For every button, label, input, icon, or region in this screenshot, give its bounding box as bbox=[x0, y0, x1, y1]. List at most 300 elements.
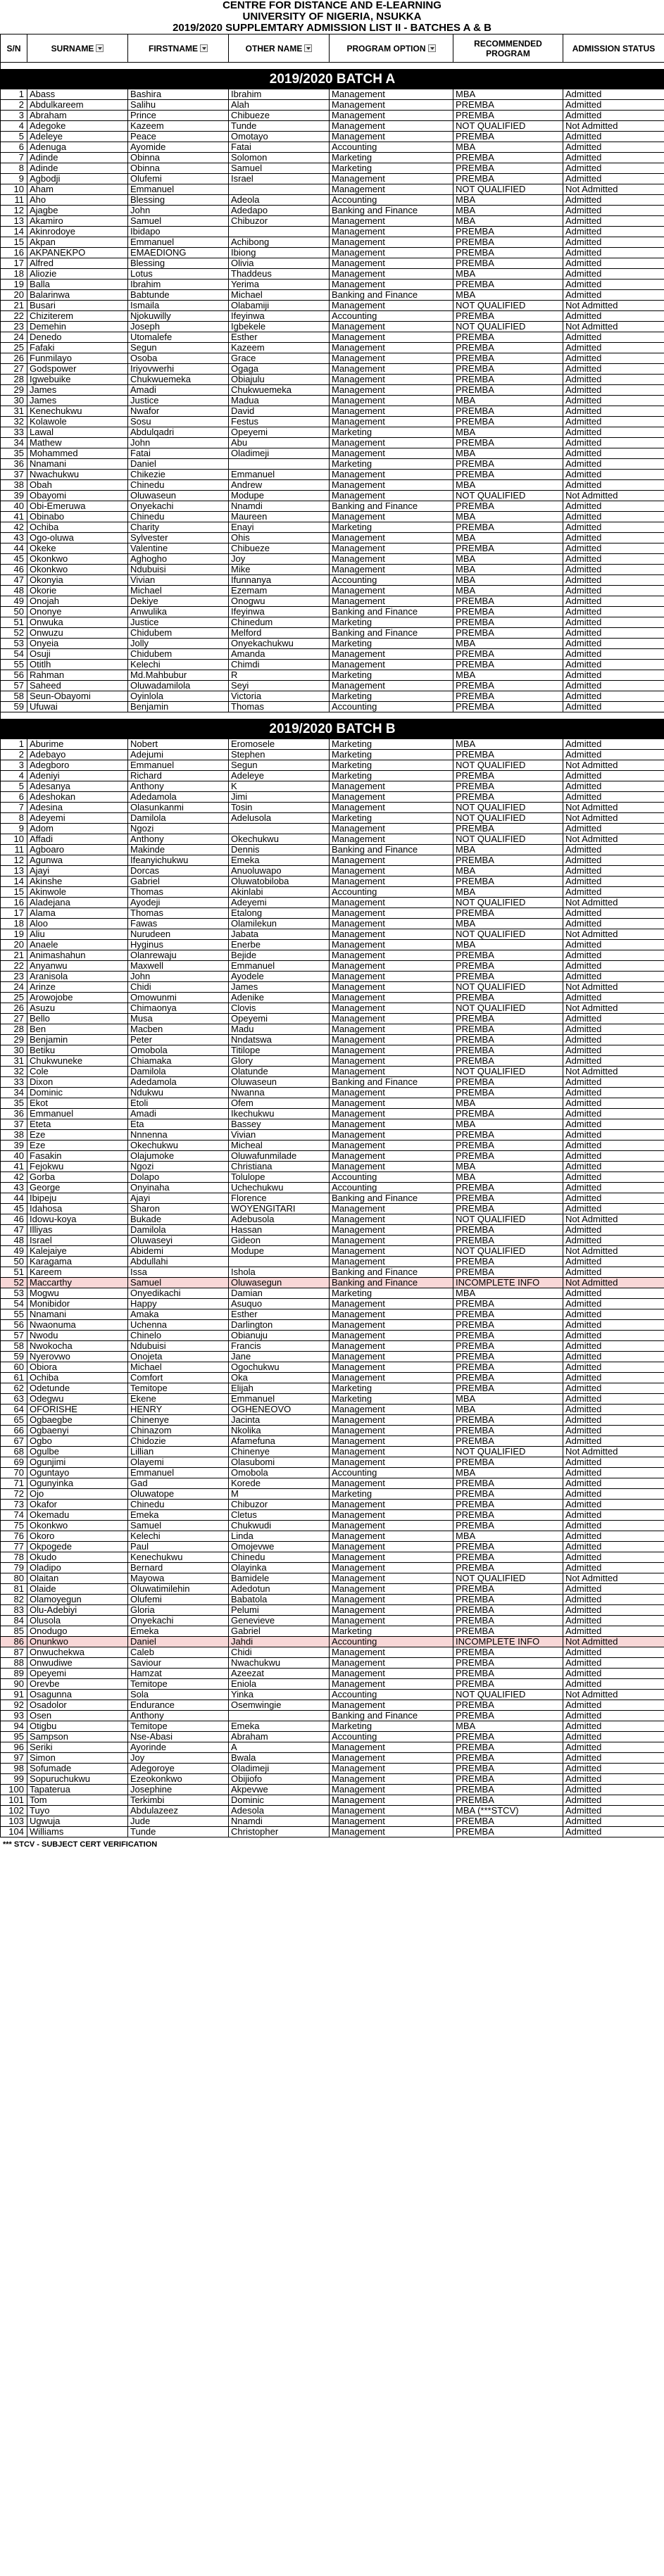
cell-sn: 33 bbox=[1, 427, 27, 438]
cell-admission-status: Admitted bbox=[563, 1510, 664, 1521]
cell-recommended-program: PREMBA bbox=[453, 1320, 563, 1331]
cell-surname: Abdulkareem bbox=[27, 100, 128, 111]
cell-program-option: Banking and Finance bbox=[330, 206, 453, 216]
cell-recommended-program: PREMBA bbox=[453, 343, 563, 353]
cell-sn: 2 bbox=[1, 100, 27, 111]
cell-sn: 37 bbox=[1, 1119, 27, 1130]
cell-firstname: Njokuwilly bbox=[128, 311, 229, 322]
cell-sn: 36 bbox=[1, 1109, 27, 1119]
cell-admission-status: Admitted bbox=[563, 1373, 664, 1383]
cell-othername: Elijah bbox=[229, 1383, 330, 1394]
cell-firstname: Paul bbox=[128, 1542, 229, 1552]
table-row bbox=[1, 750, 664, 760]
cell-admission-status: Admitted bbox=[563, 1331, 664, 1341]
cell-sn: 40 bbox=[1, 501, 27, 512]
cell-surname: Adinde bbox=[27, 153, 128, 163]
cell-recommended-program: NOT QUALIFIED bbox=[453, 813, 563, 824]
cell-admission-status: Admitted bbox=[563, 908, 664, 919]
cell-surname: Onodugo bbox=[27, 1626, 128, 1637]
cell-admission-status: Admitted bbox=[563, 575, 664, 586]
table-row bbox=[1, 1806, 664, 1816]
cell-sn: 53 bbox=[1, 639, 27, 649]
cell-program-option: Banking and Finance bbox=[330, 845, 453, 855]
cell-program-option: Marketing bbox=[330, 1721, 453, 1732]
cell-othername: Cletus bbox=[229, 1510, 330, 1521]
table-row bbox=[1, 353, 664, 364]
cell-admission-status: Not Admitted bbox=[563, 121, 664, 132]
cell-sn: 95 bbox=[1, 1732, 27, 1742]
cell-sn: 51 bbox=[1, 1267, 27, 1278]
cell-surname: Animashahun bbox=[27, 950, 128, 961]
cell-othername: Damian bbox=[229, 1288, 330, 1299]
cell-surname: Arinze bbox=[27, 982, 128, 993]
cell-admission-status: Admitted bbox=[563, 237, 664, 248]
cell-firstname: Blessing bbox=[128, 258, 229, 269]
cell-admission-status: Admitted bbox=[563, 1383, 664, 1394]
cell-recommended-program: PREMBA bbox=[453, 1415, 563, 1426]
table-row bbox=[1, 100, 664, 111]
cell-program-option: Banking and Finance bbox=[330, 290, 453, 301]
cell-othername: Genevieve bbox=[229, 1616, 330, 1626]
cell-sn: 5 bbox=[1, 781, 27, 792]
cell-surname: Kenechukwu bbox=[27, 406, 128, 417]
cell-othername: Emmanuel bbox=[229, 470, 330, 480]
cell-surname: Ugwuja bbox=[27, 1816, 128, 1827]
table-row bbox=[1, 617, 664, 628]
table-row bbox=[1, 660, 664, 670]
table-row bbox=[1, 491, 664, 501]
cell-program-option: Management bbox=[330, 89, 453, 100]
cell-surname: Ogbaenyi bbox=[27, 1426, 128, 1436]
cell-program-option: Banking and Finance bbox=[330, 607, 453, 617]
cell-othername: WOYENGITARI bbox=[229, 1204, 330, 1214]
cell-recommended-program: PREMBA bbox=[453, 1014, 563, 1024]
cell-admission-status: Admitted bbox=[563, 919, 664, 929]
cell-sn: 29 bbox=[1, 385, 27, 396]
table-row bbox=[1, 1785, 664, 1795]
table-row bbox=[1, 227, 664, 237]
cell-admission-status: Admitted bbox=[563, 353, 664, 364]
cell-program-option: Management bbox=[330, 1816, 453, 1827]
cell-sn: 67 bbox=[1, 1436, 27, 1447]
cell-program-option: Management bbox=[330, 1331, 453, 1341]
table-row bbox=[1, 1331, 664, 1341]
cell-othername: Osemwingie bbox=[229, 1700, 330, 1711]
cell-othername: Babatola bbox=[229, 1595, 330, 1605]
cell-program-option: Management bbox=[330, 982, 453, 993]
cell-firstname: Jude bbox=[128, 1816, 229, 1827]
cell-sn: 21 bbox=[1, 301, 27, 311]
table-row bbox=[1, 1531, 664, 1542]
cell-sn: 25 bbox=[1, 343, 27, 353]
cell-surname: Godspower bbox=[27, 364, 128, 375]
cell-firstname: Etoli bbox=[128, 1098, 229, 1109]
cell-recommended-program: PREMBA bbox=[453, 1774, 563, 1785]
cell-othername: Ezemam bbox=[229, 586, 330, 596]
cell-recommended-program: MBA bbox=[453, 565, 563, 575]
cell-sn: 18 bbox=[1, 269, 27, 279]
cell-othername: Korede bbox=[229, 1478, 330, 1489]
cell-firstname: Adegoroye bbox=[128, 1764, 229, 1774]
cell-surname: Osen bbox=[27, 1711, 128, 1721]
table-row bbox=[1, 1246, 664, 1257]
cell-recommended-program: PREMBA bbox=[453, 1711, 563, 1721]
cell-surname: Oladipo bbox=[27, 1563, 128, 1573]
filter-dropdown-icon[interactable] bbox=[200, 44, 208, 52]
cell-othername: Olivia bbox=[229, 258, 330, 269]
cell-sn: 12 bbox=[1, 855, 27, 866]
cell-surname: Simon bbox=[27, 1753, 128, 1764]
filter-dropdown-icon[interactable] bbox=[304, 44, 312, 52]
cell-admission-status: Admitted bbox=[563, 1753, 664, 1764]
cell-surname: Ufuwai bbox=[27, 702, 128, 712]
cell-firstname: Emmanuel bbox=[128, 760, 229, 771]
cell-recommended-program: PREMBA bbox=[453, 908, 563, 919]
cell-sn: 7 bbox=[1, 153, 27, 163]
cell-recommended-program: MBA bbox=[453, 575, 563, 586]
cell-admission-status: Admitted bbox=[563, 792, 664, 803]
cell-firstname: Chikezie bbox=[128, 470, 229, 480]
cell-program-option: Management bbox=[330, 993, 453, 1003]
cell-surname: Agunwa bbox=[27, 855, 128, 866]
table-row bbox=[1, 961, 664, 972]
cell-sn: 15 bbox=[1, 237, 27, 248]
cell-surname: Affadi bbox=[27, 834, 128, 845]
table-row bbox=[1, 1774, 664, 1785]
cell-sn: 23 bbox=[1, 972, 27, 982]
cell-surname: Mathew bbox=[27, 438, 128, 448]
cell-firstname: Musa bbox=[128, 1014, 229, 1024]
table-row bbox=[1, 1478, 664, 1489]
cell-surname: Ochiba bbox=[27, 522, 128, 533]
cell-program-option: Management bbox=[330, 1806, 453, 1816]
cell-firstname: Bashira bbox=[128, 89, 229, 100]
table-row bbox=[1, 322, 664, 332]
cell-recommended-program: PREMBA bbox=[453, 406, 563, 417]
cell-admission-status: Admitted bbox=[563, 586, 664, 596]
cell-program-option: Management bbox=[330, 866, 453, 877]
cell-firstname: Ibrahim bbox=[128, 279, 229, 290]
cell-firstname: Lillian bbox=[128, 1447, 229, 1457]
table-row bbox=[1, 258, 664, 269]
cell-surname: Obi-Emeruwa bbox=[27, 501, 128, 512]
cell-recommended-program: PREMBA bbox=[453, 1151, 563, 1162]
table-row bbox=[1, 533, 664, 544]
cell-surname: Aburime bbox=[27, 739, 128, 750]
cell-admission-status: Admitted bbox=[563, 1088, 664, 1098]
cell-recommended-program: PREMBA bbox=[453, 1563, 563, 1573]
cell-othername: Nwanna bbox=[229, 1088, 330, 1098]
cell-admission-status: Admitted bbox=[563, 617, 664, 628]
cell-surname: Onojah bbox=[27, 596, 128, 607]
cell-sn: 57 bbox=[1, 1331, 27, 1341]
cell-program-option: Management bbox=[330, 417, 453, 427]
cell-admission-status: Admitted bbox=[563, 1489, 664, 1500]
table-row bbox=[1, 1510, 664, 1521]
cell-firstname: Emmanuel bbox=[128, 1468, 229, 1478]
cell-othername: Olayinka bbox=[229, 1563, 330, 1573]
cell-sn: 84 bbox=[1, 1616, 27, 1626]
cell-sn: 16 bbox=[1, 248, 27, 258]
column-header-surname bbox=[27, 34, 128, 63]
cell-program-option: Management bbox=[330, 1299, 453, 1309]
table-row bbox=[1, 1236, 664, 1246]
cell-othername: Clovis bbox=[229, 1003, 330, 1014]
cell-program-option: Management bbox=[330, 132, 453, 142]
cell-sn: 83 bbox=[1, 1605, 27, 1616]
cell-othername: Enayi bbox=[229, 522, 330, 533]
filter-dropdown-icon[interactable] bbox=[96, 44, 104, 52]
cell-program-option: Management bbox=[330, 1478, 453, 1489]
table-row bbox=[1, 1278, 664, 1288]
cell-surname: Arowojobe bbox=[27, 993, 128, 1003]
cell-sn: 79 bbox=[1, 1563, 27, 1573]
cell-admission-status: Admitted bbox=[563, 866, 664, 877]
cell-othername: Achibong bbox=[229, 237, 330, 248]
cell-admission-status: Admitted bbox=[563, 1056, 664, 1067]
cell-othername: Uchechukwu bbox=[229, 1183, 330, 1193]
table-row bbox=[1, 1595, 664, 1605]
cell-othername: Andrew bbox=[229, 480, 330, 491]
cell-recommended-program: NOT QUALIFIED bbox=[453, 322, 563, 332]
cell-admission-status: Admitted bbox=[563, 1552, 664, 1563]
cell-othername: Emeka bbox=[229, 855, 330, 866]
table-row bbox=[1, 554, 664, 565]
cell-admission-status: Not Admitted bbox=[563, 1573, 664, 1584]
cell-surname: Olaide bbox=[27, 1584, 128, 1595]
cell-sn: 93 bbox=[1, 1711, 27, 1721]
table-row bbox=[1, 163, 664, 174]
table-row bbox=[1, 1257, 664, 1267]
cell-admission-status: Admitted bbox=[563, 1405, 664, 1415]
cell-othername: Fatai bbox=[229, 142, 330, 153]
cell-surname: Bello bbox=[27, 1014, 128, 1024]
cell-sn: 1 bbox=[1, 739, 27, 750]
table-row bbox=[1, 1098, 664, 1109]
cell-admission-status: Admitted bbox=[563, 438, 664, 448]
cell-surname: Okafor bbox=[27, 1500, 128, 1510]
cell-sn: 27 bbox=[1, 364, 27, 375]
cell-recommended-program: MBA bbox=[453, 206, 563, 216]
cell-admission-status: Not Admitted bbox=[563, 1214, 664, 1225]
cell-firstname: Omowunmi bbox=[128, 993, 229, 1003]
table-row bbox=[1, 993, 664, 1003]
cell-othername: Ayodele bbox=[229, 972, 330, 982]
cell-recommended-program: PREMBA bbox=[453, 660, 563, 670]
cell-surname: Okeke bbox=[27, 544, 128, 554]
cell-firstname: Md.Mahbubur bbox=[128, 670, 229, 681]
cell-recommended-program: PREMBA bbox=[453, 1341, 563, 1352]
table-row bbox=[1, 950, 664, 961]
cell-program-option: Management bbox=[330, 258, 453, 269]
cell-sn: 9 bbox=[1, 824, 27, 834]
cell-recommended-program: MBA bbox=[453, 866, 563, 877]
table-row bbox=[1, 1405, 664, 1415]
cell-surname: Adenuga bbox=[27, 142, 128, 153]
cell-admission-status: Admitted bbox=[563, 174, 664, 184]
cell-firstname: Onyekachi bbox=[128, 501, 229, 512]
cell-recommended-program: PREMBA bbox=[453, 1236, 563, 1246]
cell-othername: Oladimeji bbox=[229, 448, 330, 459]
cell-program-option: Management bbox=[330, 1753, 453, 1764]
cell-firstname: Amadi bbox=[128, 385, 229, 396]
cell-sn: 80 bbox=[1, 1573, 27, 1584]
cell-othername: Azeezat bbox=[229, 1669, 330, 1679]
cell-surname: Ogunjimi bbox=[27, 1457, 128, 1468]
cell-program-option: Management bbox=[330, 1109, 453, 1119]
cell-surname: Tapaterua bbox=[27, 1785, 128, 1795]
spacer-row bbox=[1, 63, 664, 70]
cell-sn: 48 bbox=[1, 1236, 27, 1246]
cell-recommended-program: NOT QUALIFIED bbox=[453, 491, 563, 501]
cell-surname: Alfred bbox=[27, 258, 128, 269]
cell-recommended-program: PREMBA bbox=[453, 1764, 563, 1774]
cell-firstname: Olayemi bbox=[128, 1457, 229, 1468]
cell-sn: 17 bbox=[1, 908, 27, 919]
cell-othername: Melford bbox=[229, 628, 330, 639]
table-row bbox=[1, 1573, 664, 1584]
cell-program-option: Management bbox=[330, 803, 453, 813]
cell-sn: 45 bbox=[1, 1204, 27, 1214]
cell-firstname: Abidemi bbox=[128, 1246, 229, 1257]
cell-admission-status: Admitted bbox=[563, 258, 664, 269]
cell-program-option: Management bbox=[330, 596, 453, 607]
university-title: UNIVERSITY OF NIGERIA, NSUKKA bbox=[242, 11, 422, 23]
cell-firstname: Ezeokonkwo bbox=[128, 1774, 229, 1785]
cell-admission-status: Admitted bbox=[563, 1626, 664, 1637]
cell-surname: Benjamin bbox=[27, 1035, 128, 1045]
cell-program-option: Management bbox=[330, 1362, 453, 1373]
cell-surname: Odegwu bbox=[27, 1394, 128, 1405]
cell-othername bbox=[229, 459, 330, 470]
cell-othername: Modupe bbox=[229, 1246, 330, 1257]
cell-firstname: Chidozie bbox=[128, 1436, 229, 1447]
cell-program-option: Marketing bbox=[330, 760, 453, 771]
table-row bbox=[1, 311, 664, 322]
cell-program-option: Management bbox=[330, 1098, 453, 1109]
cell-sn: 29 bbox=[1, 1035, 27, 1045]
cell-surname: Williams bbox=[27, 1827, 128, 1837]
cell-recommended-program: PREMBA bbox=[453, 332, 563, 343]
cell-recommended-program: MBA bbox=[453, 448, 563, 459]
cell-firstname: Samuel bbox=[128, 216, 229, 227]
table-row bbox=[1, 195, 664, 206]
cell-othername: Thomas bbox=[229, 702, 330, 712]
cell-admission-status: Not Admitted bbox=[563, 491, 664, 501]
cell-admission-status: Admitted bbox=[563, 1288, 664, 1299]
cell-recommended-program: PREMBA bbox=[453, 1552, 563, 1563]
cell-recommended-program: PREMBA bbox=[453, 1795, 563, 1806]
cell-firstname: Damilola bbox=[128, 813, 229, 824]
cell-othername: Madu bbox=[229, 1024, 330, 1035]
cell-othername: Alah bbox=[229, 100, 330, 111]
cell-firstname: Happy bbox=[128, 1299, 229, 1309]
cell-recommended-program: PREMBA bbox=[453, 1700, 563, 1711]
filter-dropdown-icon[interactable] bbox=[428, 44, 436, 52]
table-row bbox=[1, 480, 664, 491]
cell-program-option: Management bbox=[330, 544, 453, 554]
cell-sn: 52 bbox=[1, 1278, 27, 1288]
cell-recommended-program: PREMBA bbox=[453, 1109, 563, 1119]
cell-recommended-program: PREMBA bbox=[453, 1045, 563, 1056]
column-header-row bbox=[1, 34, 664, 63]
table-row bbox=[1, 1753, 664, 1764]
table-row bbox=[1, 417, 664, 427]
cell-firstname: Tunde bbox=[128, 1827, 229, 1837]
cell-othername: Nkolika bbox=[229, 1426, 330, 1436]
cell-admission-status: Admitted bbox=[563, 311, 664, 322]
cell-surname: Kolawole bbox=[27, 417, 128, 427]
cell-firstname: Chinazom bbox=[128, 1426, 229, 1436]
cell-admission-status: Admitted bbox=[563, 1658, 664, 1669]
cell-surname: James bbox=[27, 385, 128, 396]
cell-recommended-program: PREMBA bbox=[453, 1616, 563, 1626]
cell-firstname: Sylvester bbox=[128, 533, 229, 544]
cell-othername: Chibuzor bbox=[229, 1500, 330, 1510]
cell-program-option: Management bbox=[330, 972, 453, 982]
table-row bbox=[1, 1077, 664, 1088]
table-row bbox=[1, 824, 664, 834]
table-row bbox=[1, 1764, 664, 1774]
cell-admission-status: Admitted bbox=[563, 364, 664, 375]
cell-program-option: Accounting bbox=[330, 575, 453, 586]
cell-sn: 39 bbox=[1, 1141, 27, 1151]
cell-program-option: Banking and Finance bbox=[330, 1193, 453, 1204]
cell-sn: 55 bbox=[1, 660, 27, 670]
cell-sn: 42 bbox=[1, 1172, 27, 1183]
cell-sn: 85 bbox=[1, 1626, 27, 1637]
cell-admission-status: Admitted bbox=[563, 1257, 664, 1267]
cell-admission-status: Admitted bbox=[563, 1711, 664, 1721]
cell-program-option: Management bbox=[330, 470, 453, 480]
cell-sn: 5 bbox=[1, 132, 27, 142]
cell-sn: 11 bbox=[1, 845, 27, 855]
cell-admission-status: Admitted bbox=[563, 1764, 664, 1774]
cell-admission-status: Admitted bbox=[563, 1014, 664, 1024]
cell-program-option: Management bbox=[330, 1658, 453, 1669]
cell-recommended-program: NOT QUALIFIED bbox=[453, 1003, 563, 1014]
cell-surname: George bbox=[27, 1183, 128, 1193]
cell-recommended-program: PREMBA bbox=[453, 681, 563, 691]
cell-firstname: Okechukwu bbox=[128, 1141, 229, 1151]
cell-program-option: Marketing bbox=[330, 153, 453, 163]
cell-program-option: Management bbox=[330, 1056, 453, 1067]
cell-recommended-program: PREMBA bbox=[453, 702, 563, 712]
cell-sn: 45 bbox=[1, 554, 27, 565]
cell-firstname: Nwafor bbox=[128, 406, 229, 417]
cell-program-option: Management bbox=[330, 1373, 453, 1383]
cell-admission-status: Not Admitted bbox=[563, 813, 664, 824]
cell-admission-status: Admitted bbox=[563, 1721, 664, 1732]
cell-sn: 35 bbox=[1, 1098, 27, 1109]
cell-program-option: Management bbox=[330, 681, 453, 691]
cell-admission-status: Admitted bbox=[563, 501, 664, 512]
cell-surname: Orevbe bbox=[27, 1679, 128, 1690]
cell-othername: Oluwatobiloba bbox=[229, 877, 330, 887]
cell-sn: 22 bbox=[1, 961, 27, 972]
cell-surname: Ogbo bbox=[27, 1436, 128, 1447]
cell-admission-status: Admitted bbox=[563, 1320, 664, 1331]
cell-recommended-program: PREMBA bbox=[453, 1225, 563, 1236]
cell-surname: Eze bbox=[27, 1141, 128, 1151]
cell-surname: Obiora bbox=[27, 1362, 128, 1373]
cell-othername: R bbox=[229, 670, 330, 681]
cell-sn: 40 bbox=[1, 1151, 27, 1162]
cell-program-option: Management bbox=[330, 898, 453, 908]
cell-sn: 8 bbox=[1, 813, 27, 824]
cell-program-option: Management bbox=[330, 1024, 453, 1035]
cell-firstname: Ngozi bbox=[128, 824, 229, 834]
